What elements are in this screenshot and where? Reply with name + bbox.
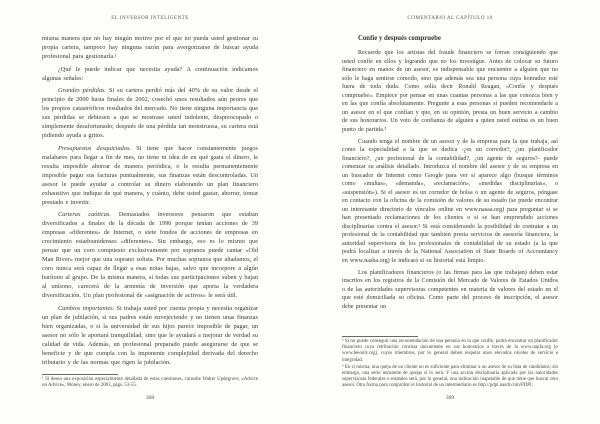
footnote-separator bbox=[42, 374, 118, 375]
body-paragraph bbox=[42, 144, 258, 207]
right-page-number: 309 bbox=[445, 395, 455, 401]
paragraph-text: Demasiados inversores pensaron que estaban diversificados a finales de la década de 1990 porque tenían acciones de 39 empresas «diferentes» de Internet, o siete fondos de acciones de empresas en crecimiento estadounidenses «diferentes». Sin embargo, eso es lo mismo que pensar que un coro compuesto exclusivamente por sopranos puede cantar «Old Man River» mejor que una soprano solista. Por muchas sopranos que añadamos, el coro nunca será capaz de llegar a esas notas bajas, salvo que incorpore a algún barítono al grupo. De la misma manera, si todas sus participaciones suben y bajan al unísono, carecerá de la armonía de inversión que aporta la verdadera diversificación. Un plan profesional de «asignación de activos» le será útil. bbox=[42, 211, 258, 299]
footnote: ² Si no puede conseguir una recomendación de una persona en la que confíe, podrá encontrar un planificador financiero cuya retribución consista únicamente en sus honorarios a través de la www.napfa.org (o www.feeonly.org), cuyos miembros, por lo general deben respetar unos elevados niveles de servicio e integridad. bbox=[342, 339, 558, 363]
body-paragraph bbox=[42, 304, 258, 367]
body-paragraph bbox=[342, 138, 558, 266]
paragraph-text: Recuerde que los artistas del fraude financiero se forran consiguiendo que usted confíe en ellos y logrando que no los investigue. Antes de colocar su futuro financiero en manos de un asesor, es indispensable que encuentre a alguien que no sólo le haga sentirse cómodo, sino que además sea una persona cuya honradez esté fuera de toda duda. Como solía decir Ronald Reagan, «Confíe y después compruebe». Empiece por pensar en unas cuantas personas a las que conozca bien y en las que confía absolutamente. Pregunte a esas personas si pueden recomendarle a un asesor en el que confían y que, en su opinión, presta un buen servicio a cambio de sus honorarios. Un voto de confianza de alguien a quien usted estima es un buen punto de partida.² bbox=[342, 50, 558, 133]
body-paragraph bbox=[42, 65, 258, 83]
paragraph-lead: Grandes pérdidas. bbox=[58, 87, 107, 94]
body-paragraph bbox=[342, 49, 558, 134]
right-running-header: COMENTARIO AL CAPÍTULO 10 bbox=[407, 15, 493, 21]
paragraph-text: ¿Qué le puede indicar que necesita ayuda? A continuación indicamos algunas señales: bbox=[42, 65, 258, 82]
right-footnote-block bbox=[342, 336, 558, 391]
body-paragraph bbox=[42, 86, 258, 140]
left-footnote-block bbox=[42, 374, 258, 391]
paragraph-text: Si trabaja usted por cuenta propia y necesita organizar un plan de jubilación, si sus padres están envejeciendo y no tienen unas finanzas bien organizadas, o si la universidad de sus hijos parece imposible de pagar, un asesor no sólo le aportará tranquilidad, sino que le ayudará a mejorar de verdad su calidad de vida. Además, un profesional preparado puede asegurarse de que se beneficie y de que cumpla con la imponente complejidad derivada del derecho tributario y de las normas que rigen la jubilación. bbox=[42, 304, 258, 366]
footnote: ¹ Si desea una exposición especialmente detallada de estas cuestiones, consulte Walter Updegrave, «Advice on Advice», Money, enero de 2003, págs. 53-55. bbox=[42, 377, 258, 389]
right-page-body bbox=[342, 34, 558, 322]
paragraph-text: Si tiene que hacer constantemente juegos malabares para llegar a fin de mes, no tiene ni idea de en qué gasta el dinero, le resulta imposible ahorrar de manera periódica, o le resulta permanentemente imposible pagar sus facturas puntualmente, sus finanzas están descontroladas. Un asesor le puede ayudar a controlar su dinero elaborando un plan financiero exhaustivo que indique de qué manera, y cuánto, debe usted gastar, ahorrar, tomar prestado e invertir. bbox=[42, 144, 258, 206]
paragraph-text: Cuando tenga el nombre de un asesor y de la empresa para la que trabaja, así como la especialidad a la que se dedica -¿es un corredor?, ¿un planificador financiero?, ¿un profesional de la contabilidad?, ¿un agente de seguros?- puede comenzar su análisis detallado. Introduzca el nombre del asesor y de su empresa en un buscador de Internet como Google para ver si aparece algo (busque términos como «multas», «demanda», «reclamación», «medidas disciplinarias», o «suspensión»). Si el asesor es un corredor de bolsa o un agente de seguros, póngase en contacto con la oficina de la comisión de valores de su estado (se puede encontrar un interesante directorio de vínculos online en www.nasaa.org) para preguntar si se han presentado reclamaciones de los clientes o si se han emprendido acciones disciplinarias contra el asesor.³ Si está considerando la posibilidad de contratar a un profesional de la contabilidad que también presta servicios de asesoría financiera, la autoridad supervisora de los profesionales de contabilidad de su estado (a la que podrá localizar a través de la National Association of State Boards of Accountancy en www.nasba.org) le indicará si su historial está limpio. bbox=[342, 138, 558, 264]
paragraph-lead: Presupuestos desquiciados. bbox=[58, 144, 131, 152]
body-paragraph bbox=[42, 34, 258, 61]
section-heading: Confíe y después compruebe bbox=[358, 35, 441, 42]
paragraph-text: Si su cartera perdió más del 40% de su valor desde el principio de 2000 hasta finales de 2002, cosechó unos resultados aún peores que los propios catastróficos resultados del mercado. No tiene ninguna importancia que sus pérdidas se debiesen a que se mostrase usted indolente, despreocupado o simplemente desafortunado; después de una pérdida tan monstruosa, su cartera está pidiendo ayuda a gritos. bbox=[42, 87, 258, 139]
footnote: ³ En sí misma, una queja de un cliente no es suficiente para eliminar a un asesor de su lista de candidatos; sin embargo, una serie insistente de quejas sí lo será. Y una acción disciplinaria aplicada por las autoridades supervisoras federales o estatales será, por lo general, una indicación inapelable de que tiene que buscar otro asesor. Otra forma para comprobar el historial de un intermediario es http://pdpi.nasdr.com/PDPI. bbox=[342, 365, 558, 389]
paragraph-lead: Cambios importantes. bbox=[58, 304, 115, 312]
footnote-separator bbox=[342, 336, 418, 337]
left-page-number: 308 bbox=[145, 395, 155, 401]
left-running-header: EL INVERSOR INTELIGENTE bbox=[111, 15, 189, 21]
body-paragraph bbox=[42, 210, 258, 300]
paragraph-text: misma manera que no hay ningún motivo por el que no pueda usted gestionar su propia cartera, tampoco hay ninguna razón para avergonzarse de buscar ayuda profesional para gestionarla.¹ bbox=[42, 35, 258, 60]
paragraph-text: Los planificadores financieros (o las firmas para las que trabajan) deben estar inscritos en los registros de la Comisión del Mercado de Valores de Estados Unidos o de las autoridades supervisoras competentes en materia de valores del estado en el que esté domiciliada su oficina. Como parte del proceso de inscripción, el asesor debe presentar un bbox=[342, 269, 558, 310]
body-paragraph bbox=[342, 269, 558, 312]
left-page-body bbox=[42, 34, 258, 366]
paragraph-lead: Carteras caóticas. bbox=[58, 211, 111, 218]
right-page bbox=[300, 0, 600, 424]
